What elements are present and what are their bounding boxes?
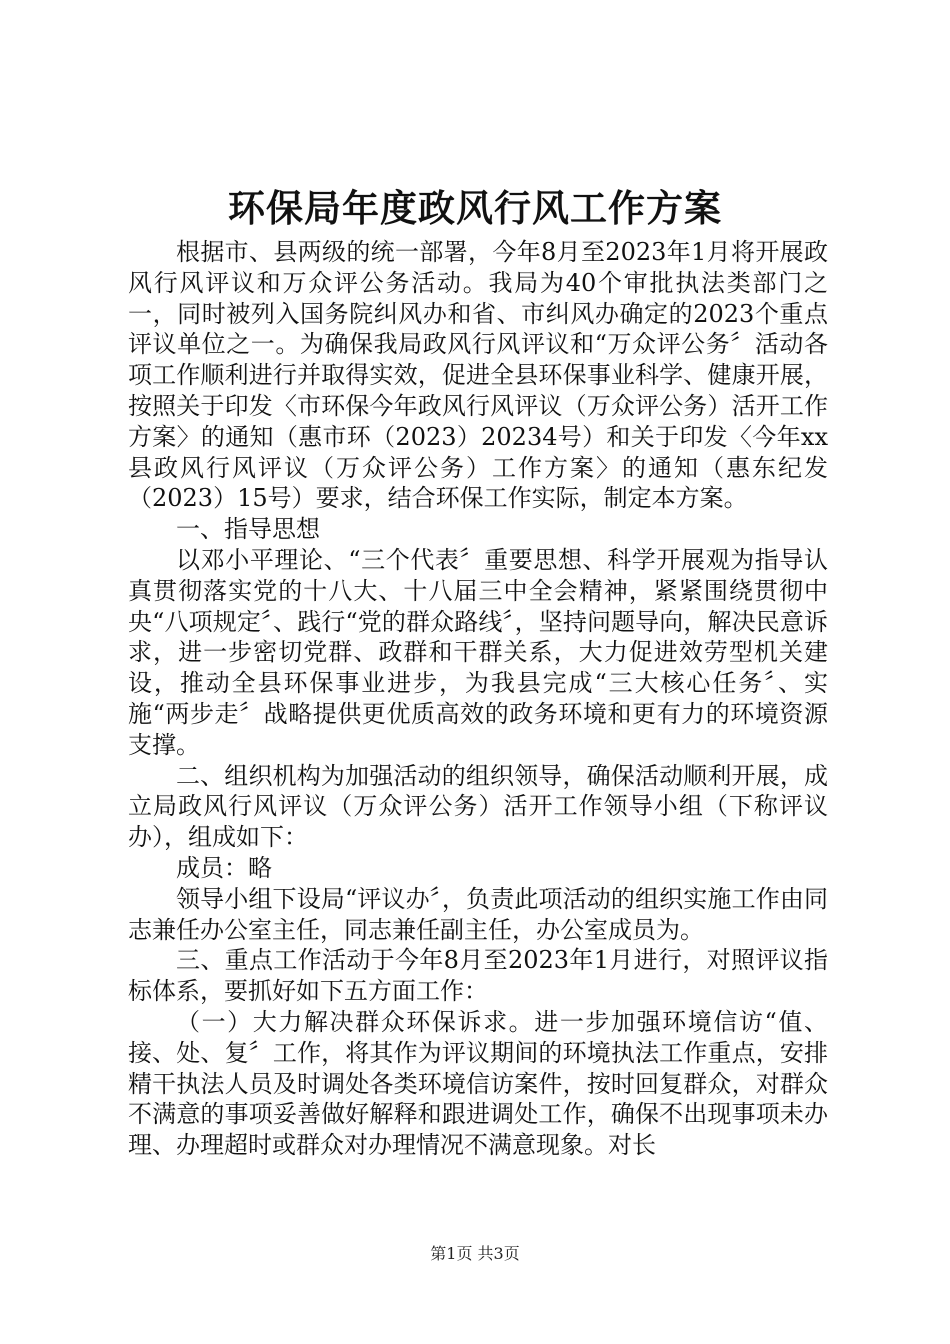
paragraph-intro: 根据市、县两级的统一部署，今年8月至2023年1月将开展政风行风评议和万众评公务活动。我局为40个审批执法类部门之一，同时被列入国务院纠风办和省、市纠风办确定的2023个重点评议单位之一。为确保我局政风行风评议和“万众评公务〞活动各项工作顺利进行并取得实效，促进全县环保事业科学、健康开展，按照关于印发〈市环保今年政风行风评议（万众评公务）活开工作方案〉的通知（惠市环（2023）20234号）和关于印发〈今年xx县政风行风评议（万众评公务）工作方案〉的通知（惠东纪发（2023）15号）要求，结合环保工作实际，制定本方案。 [128,238,828,513]
paragraph-guiding-thought: 以邓小平理论、“三个代表〞重要思想、科学开展观为指导认真贯彻落实党的十八大、十八届三中全会精神，紧紧围绕贯彻中央“八项规定〞、践行“党的群众路线〞，坚持问题导向，解决民意诉求，进一步密切党群、政群和干群关系，大力促进效劳型机关建设，推动全县环保事业进步，为我县完成“三大核心任务〞、实施“两步走〞战略提供更优质高效的政务环境和更有力的环境资源支撑。 [128,545,828,759]
paragraph-members: 成员：略 [176,853,272,882]
paragraph-organization: 二、组织机构为加强活动的组织领导，确保活动顺利开展，成立局政风行风评议（万众评公务）活开工作领导小组（下称评议办），组成如下： [128,761,828,852]
heading-guiding-thought: 一、指导思想 [176,515,320,544]
page-number: 第1页 共3页 [430,1244,520,1263]
paragraph-item-one: （一）大力解决群众环保诉求。进一步加强环境信访“值、接、处、复〞工作，将其作为评议期间的环境执法工作重点，安排精干执法人员及时调处各类环境信访案件，按时回复群众，对群众不满意的事项妥善做好解释和跟进调处工作，确保不出现事项未办理、办理超时或群众对办理情况不满意现象。对长 [128,1007,828,1160]
paragraph-review-office: 领导小组下设局“评议办〞，负责此项活动的组织实施工作由同志兼任办公室主任，同志兼任副主任，办公室成员为。 [128,884,828,944]
document-body [128,237,828,1161]
paragraph-key-work: 三、重点工作活动于今年8月至2023年1月进行，对照评议指标体系，要抓好如下五方面工作： [128,946,828,1006]
document-title: 环保局年度政风行风工作方案 [228,187,722,230]
